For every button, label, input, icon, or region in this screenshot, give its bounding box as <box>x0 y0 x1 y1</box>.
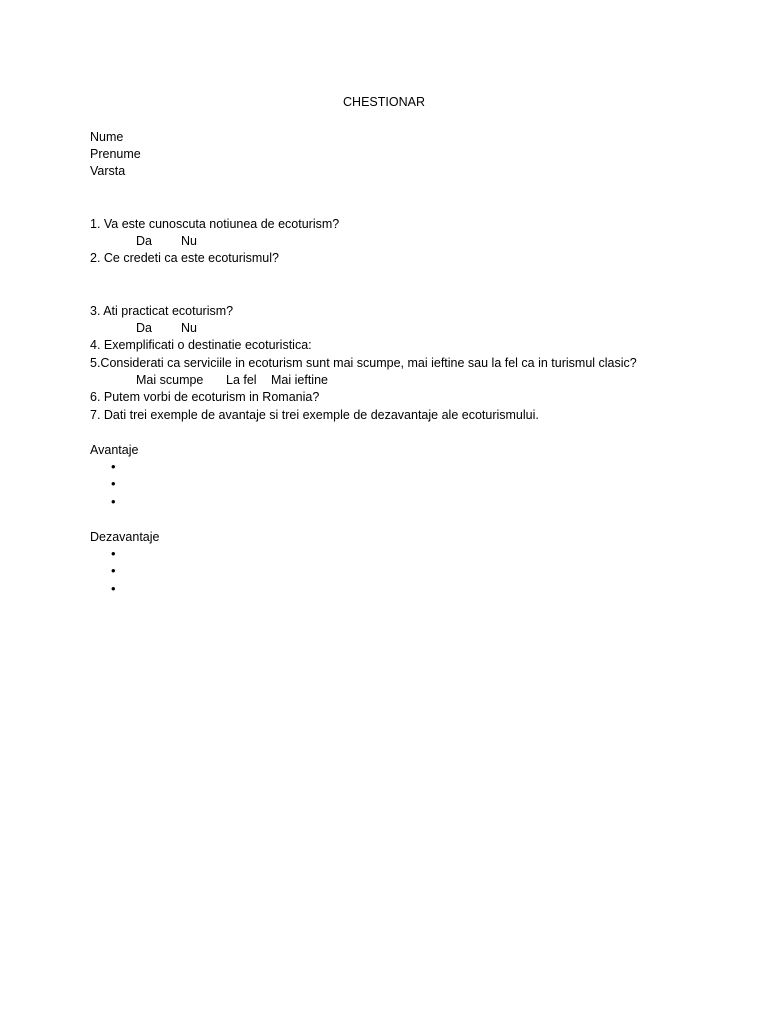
field-nume: Nume <box>90 130 124 144</box>
avantaje-bullet: • <box>111 494 116 509</box>
q5-option-la-fel: La fel <box>226 373 257 387</box>
q1-option-nu: Nu <box>181 234 197 248</box>
q3-option-nu: Nu <box>181 321 197 335</box>
q3-option-da: Da <box>136 321 152 335</box>
question-5: 5.Considerati ca serviciile in ecoturism sunt mai scumpe, mai ieftine sau la fel ca in turismul clasic? <box>90 356 637 370</box>
avantaje-heading: Avantaje <box>90 443 139 457</box>
q5-option-mai-scumpe: Mai scumpe <box>136 373 204 387</box>
dezavantaje-heading: Dezavantaje <box>90 530 160 544</box>
dezavantaje-bullet: • <box>111 581 116 596</box>
field-varsta: Varsta <box>90 164 126 178</box>
question-4: 4. Exemplificati o destinatie ecoturistica: <box>90 338 312 352</box>
avantaje-bullet: • <box>111 476 116 491</box>
question-7: 7. Dati trei exemple de avantaje si trei exemple de dezavantaje ale ecoturismului. <box>90 408 539 422</box>
document-title: CHESTIONAR <box>343 95 425 109</box>
question-2: 2. Ce credeti ca este ecoturismul? <box>90 251 279 265</box>
dezavantaje-bullet: • <box>111 546 116 561</box>
q1-option-da: Da <box>136 234 152 248</box>
question-3: 3. Ati practicat ecoturism? <box>90 304 234 318</box>
dezavantaje-bullet: • <box>111 563 116 578</box>
question-1: 1. Va este cunoscuta notiunea de ecoturism? <box>90 217 340 231</box>
avantaje-bullet: • <box>111 459 116 474</box>
field-prenume: Prenume <box>90 147 141 161</box>
question-6: 6. Putem vorbi de ecoturism in Romania? <box>90 390 320 404</box>
q5-option-mai-ieftine: Mai ieftine <box>271 373 328 387</box>
